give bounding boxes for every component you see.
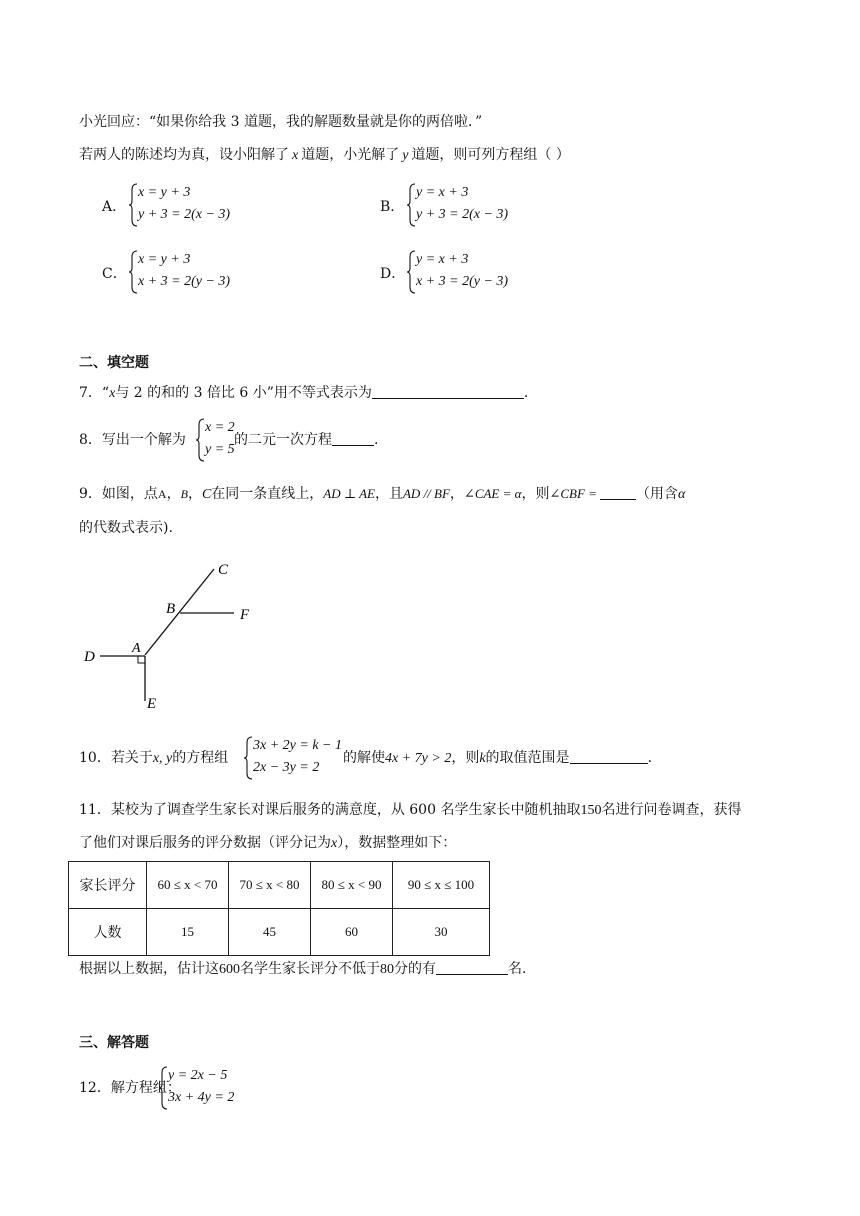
brace-icon [406,250,416,294]
question-9-line1: 9．如图，点A，B，C在同一条直线上，AD ⊥ AE，且AD // BF，∠CAE = α，则∠CBF = （用含α [79,486,686,502]
option-b-system: y = x + 3 y + 3 = 2(x − 3) [406,183,606,227]
table-cell: 60 ≤ x < 70 [147,862,229,909]
q10-system: 3x + 2y = k − 1 2x − 3y = 2 [243,736,343,780]
right-angle-mark [138,656,145,663]
option-c-system: x = y + 3 x + 3 = 2(y − 3) [128,250,328,294]
q12-system: y = 2x − 5 3x + 4y = 2 [158,1066,278,1110]
answer-blank[interactable] [570,763,648,764]
option-d-system: y = x + 3 x + 3 = 2(y − 3) [406,250,606,294]
question-10-tail: 的解使4x + 7y > 2，则k的取值范围是 . [343,750,652,766]
question-8: 8．写出一个解为 [79,432,186,448]
line-ac [145,569,214,655]
q6-line2: 若两人的陈述均为真，设小阳解了 x 道题，小光解了 y 道题，则可列方程组（ ） [79,147,570,163]
table-cell: 60 [311,909,393,956]
table-cell: 90 ≤ x ≤ 100 [393,862,490,909]
answer-blank[interactable] [436,974,508,975]
table-row [69,909,490,956]
score-table [68,861,490,956]
table-cell: 80 ≤ x < 90 [311,862,393,909]
q6-line1: 小光回应：“如果你给我 3 道题，我的解题数量就是你的两倍啦．” [79,114,483,130]
question-11-line2: 了他们对课后服务的评分数据（评分记为x），数据整理如下： [79,835,457,851]
question-7: 7．“x与 2 的和的 3 倍比 6 小”用不等式表示为 . [79,385,529,401]
answer-blank[interactable] [600,499,636,500]
answer-blank[interactable] [372,398,524,399]
label-d: D [84,649,95,665]
table-row [69,862,490,909]
table-cell: 45 [229,909,311,956]
label-f: F [240,607,250,623]
question-12: 12．解方程组： [79,1080,181,1096]
label-c: C [218,562,229,578]
table-cell: 家长评分 [69,862,147,909]
label-a: A [132,641,141,656]
section-title-solve: 三、解答题 [79,1035,149,1051]
question-9-line2: 的代数式表示). [79,520,173,536]
question-10: 10．若关于x, y的方程组 [79,750,229,766]
label-b: B [166,601,176,617]
question-8-tail: 的二元一次方程 . [234,432,379,448]
brace-icon [128,183,138,227]
brace-icon [406,183,416,227]
option-a-label: A． [102,199,127,215]
brace-icon [243,736,253,780]
option-a-system: x = y + 3 y + 3 = 2(x − 3) [128,183,328,227]
brace-icon [158,1066,168,1110]
option-b-label: B． [380,199,405,215]
table-cell: 70 ≤ x < 80 [229,862,311,909]
table-cell: 30 [393,909,490,956]
question-11-line3: 根据以上数据，估计这600名学生家长评分不低于80分的有 名. [79,961,527,977]
q8-system: x = 2 y = 5 [195,418,245,462]
answer-blank[interactable] [332,445,374,446]
label-e: E [147,696,157,712]
question-11-line1: 11．某校为了调查学生家长对课后服务的满意度，从 600 名学生家长中随机抽取150名进行问卷调查，获得 [79,802,742,818]
table-cell: 人数 [69,909,147,956]
brace-icon [195,418,205,462]
option-d-label: D． [380,266,406,282]
brace-icon [128,250,138,294]
option-c-label: C． [102,266,127,282]
section-title-fill-in: 二、填空题 [79,355,149,371]
table-cell: 15 [147,909,229,956]
geometry-figure [76,555,276,715]
